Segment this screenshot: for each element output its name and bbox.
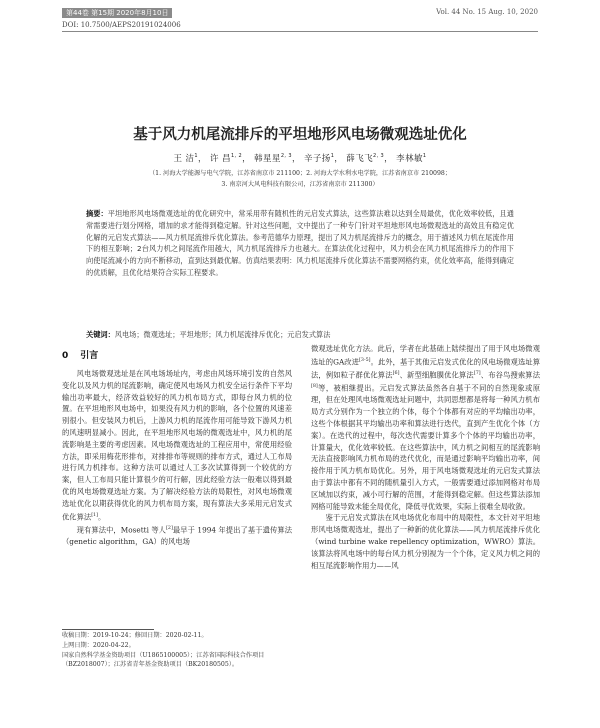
author: 王 洁$^1$ (173, 153, 199, 164)
paragraph: 鉴于元启发式算法在风电场优化布局中的局限性，本文针对平坦地形风电场微观选址，提出了一种新的优化算法——风力机尾流排斥优化（wind turbine wake repellency optimization，WWRO）算法。该算法将风电场中的每台风力机分别视为一个个体，定义风力机之间的相互尾流影响作用力——风 (311, 513, 540, 570)
paragraph: 风电场微观选址是在风电场场址内，考虑由风场环境引发的自然风变化以及风力机的尾流影响，确定使风电场风力机安全运行条件下平均输出功率最大，经济效益较好的风力机布局方式，即每台风力机的位置。在平坦地形风电场中，如果没有风力机的影响，各个位置的风速差别很小。但安装风力机后，上游风力机的尾流作用可能导致下游风力机的风速明显减小。因此，在平坦地形风电场的微观选址中，风力机的尾流影响是主要的考虑因素。风电场微观选址的工程应用中，常使用经验方法，即采用梅花形排布，对排排布等规则的排布方式，通过人工布局进行风力机排布。这种方法可以通过人工多次试算得到一个较优的方案，但人工布局只能计算很少的可行解，因此经验方法一般难以得到最优的风电场微观选址方案。为了解决经验方法的局限性，对风电场微观选址优化以期获得优化的风力机布局方案，现有算法大多采用元启发式优化算法[1]。 (62, 369, 292, 521)
body-column-right (311, 343, 540, 571)
citation: [8] (311, 384, 318, 390)
citation: [2] (166, 525, 173, 531)
section-number: 0 (62, 351, 69, 361)
author: 韩星星$^{2, 3}$ (254, 153, 292, 164)
header-divider (62, 31, 538, 32)
author-list: 王 洁$^1$， 许 昌$^{1, 2}$， 韩星星$^{2, 3}$， 辛子扬$^1$， 薛飞飞$^{2, 3}$， 李林敏$^1$ (173, 153, 427, 164)
paper-title: 基于风力机尾流排斥的平坦地形风电场微观选址优化 (133, 127, 467, 143)
affiliation-line-1: （1. 河海大学能源与电气学院，江苏省南京市 211100；2. 河海大学水利水电学院，江苏省南京市 210098； (148, 170, 452, 177)
keywords-text: 风电场；微观选址；平坦地形；风力机尾流排斥优化；元启发式算法 (114, 330, 331, 339)
abstract-text: 平坦地形风电场微观选址的优化研究中，常采用带有随机性的元启发式算法，这些算法难以达到全局最优，优化效率较低，且通常需要进行划分网格，增加的求才能得到稳定解。针对这些问题，文中提出了一种专门针对平坦地形风电场微观选址的高效且有稳定优化解的元启发式算法——风力机尾流排斥优化算法。参考范德华力原理，提出了风力机尾流排斥力的概念，用于描述风力机在尾流作用下的相互影响；2台风力机之间尾流作用越大，风力机尾流排斥力也越大。在算法优化过程中，风力机会在风力机尾流排斥力的作用下向使尾流减小的方向不断移动，直到达到最优解。仿真结果表明：风力机尾流排斥优化算法不需要网格约束，优化效率高，能得到确定的优质解，且优化结果符合实际工程要求。 (86, 209, 514, 277)
section-heading-introduction (62, 348, 110, 361)
doi: DOI: 10.7500/AEPS20191024006 (62, 21, 181, 29)
journal-volume-label: 第44卷 第15期 2020年8月10日 (62, 8, 172, 18)
author: 李林敏$^1$ (396, 153, 427, 164)
section-title: 引言 (80, 351, 99, 361)
author: 许 昌$^{1, 2}$ (210, 153, 243, 164)
keywords-label: 关键词： (86, 330, 115, 339)
footnote-received: 收稿日期：2019-10-24；修回日期：2020-02-11。 (62, 632, 208, 639)
body-column-left (62, 368, 292, 548)
footnote-online: 上网日期：2020-04-22。 (62, 641, 135, 649)
journal-volume-header-en: Vol. 44 No. 15 Aug. 10, 2020 (436, 8, 538, 16)
citation: [1] (91, 512, 98, 518)
keywords (86, 330, 514, 340)
citation: [6] (392, 371, 400, 377)
author: 薛飞飞$^{2, 3}$ (346, 153, 385, 164)
abstract (86, 208, 514, 279)
citation: [3-5] (359, 357, 371, 363)
paragraph: 微观选址优化方法。此后，学者在此基础上陆续提出了用于风电场微观选址的GA改进[3-5]。此外，基于其他元启发式优化的风电场微观选址算法，例如粒子群优化算法[6]、新型细胞膜优化算法[7]、布谷鸟搜索算法[8]等，被相继提出。元启发式算法虽然各自基于不同的自然现象或原理，但在处理风电场微观选址问题中，共同思想都是将每一种风力机布局方式分别作为一个独立的个体，每个个体都有对应的平均输出功率，这些个体根据其平均输出功率和算法进行迭代，直到产生优化个体（方案）。在迭代的过程中，每次迭代需要计算多个个体的平均输出功率，计算量大，优化效率较低。在这些算法中，风力机之间相互的尾流影响无法直接影响风力机布局的迭代优化，而是通过影响平均输出功率，间接作用于风力机布局优化。另外，用于风电场微观选址的元启发式算法由于算法中都有不同的随机量引入方式，一般需要通过添加网格对布局区域加以约束，减小可行解的范围，才能得到稳定解。但这些算法添加网格可能导致未能全局优化，降低寻优效果，实际上很难全局收敛。 (311, 344, 541, 511)
footnote-funding: 国家自然科学基金资助项目（U1865100005）；江苏省国际科技合作项目（BZ2018007）；江苏省青年基金资助项目（BK20180505）。 (62, 651, 265, 669)
citation: [7] (473, 371, 481, 377)
footnote-divider (62, 629, 154, 630)
paragraph: 现有算法中，Mosetti 等人[2]最早于 1994 年提出了基于遗传算法（genetic algorithm，GA）的风电场 (62, 525, 292, 546)
author: 辛子扬$^1$ (303, 153, 335, 164)
footnotes (62, 631, 292, 670)
abstract-label: 摘要： (86, 209, 108, 218)
affiliation-line-2: 3. 南京河大风电科技有限公司，江苏省南京市 211300） (221, 181, 379, 188)
journal-volume-header (62, 8, 172, 18)
